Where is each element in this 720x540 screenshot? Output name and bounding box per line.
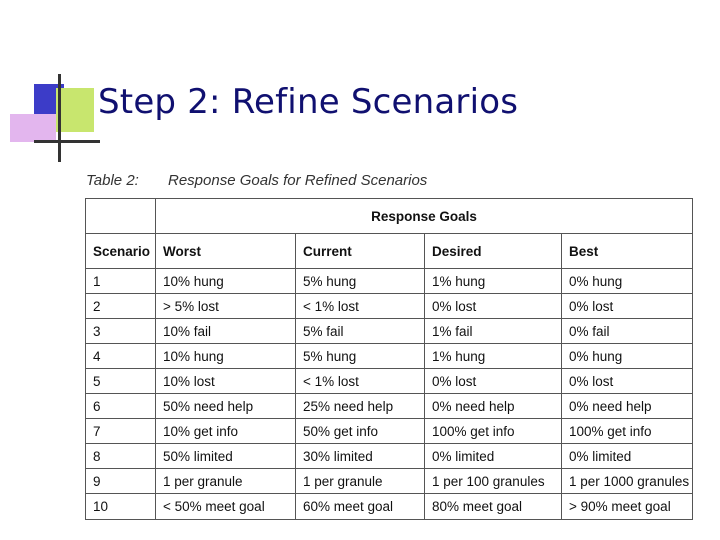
table-cell-worst: 10% hung — [156, 344, 296, 369]
table-row — [86, 394, 693, 419]
table-row — [86, 269, 693, 294]
table-cell-worst: 10% lost — [156, 369, 296, 394]
table-cell-best: 0% lost — [562, 294, 693, 319]
table-cell-best: 0% hung — [562, 269, 693, 294]
table-cell-desired: 0% limited — [425, 444, 562, 469]
slide-title: Step 2: Refine Scenarios — [98, 82, 519, 122]
table-caption — [86, 172, 427, 189]
table-cell-current: < 1% lost — [296, 369, 425, 394]
table-cell-desired: 1% hung — [425, 344, 562, 369]
table-cell-scenario: 7 — [86, 419, 156, 444]
table-cell-worst: < 50% meet goal — [156, 494, 296, 520]
table-cell-best: 0% fail — [562, 319, 693, 344]
table-cell-best: 0% hung — [562, 344, 693, 369]
table-row — [86, 369, 693, 394]
table-group-header-row — [86, 199, 693, 234]
table-cell-scenario: 5 — [86, 369, 156, 394]
pink-square-decoration — [10, 114, 56, 142]
horizontal-line-decoration — [34, 140, 100, 143]
table-cell-best: 1 per 1000 granules — [562, 469, 693, 494]
table-cell-current: 50% get info — [296, 419, 425, 444]
table-cell-current: 25% need help — [296, 394, 425, 419]
table-cell-current: < 1% lost — [296, 294, 425, 319]
table-cell-worst: > 5% lost — [156, 294, 296, 319]
table-cell-desired: 80% meet goal — [425, 494, 562, 520]
table-cell-current: 60% meet goal — [296, 494, 425, 520]
table-cell-worst: 50% limited — [156, 444, 296, 469]
table-cell-best: 0% limited — [562, 444, 693, 469]
column-header-best: Best — [562, 234, 693, 269]
green-square-decoration — [56, 88, 94, 132]
table-caption-number: Table 2: — [86, 172, 139, 189]
table-cell-desired: 1% hung — [425, 269, 562, 294]
table-cell-scenario: 8 — [86, 444, 156, 469]
table-row — [86, 319, 693, 344]
table-cell-current: 1 per granule — [296, 469, 425, 494]
table-cell-desired: 0% need help — [425, 394, 562, 419]
column-header-scenario: Scenario — [86, 234, 156, 269]
table-row — [86, 444, 693, 469]
table-cell-worst: 50% need help — [156, 394, 296, 419]
column-header-desired: Desired — [425, 234, 562, 269]
empty-corner-cell — [86, 199, 156, 234]
table-row — [86, 494, 693, 520]
group-header-response-goals: Response Goals — [156, 199, 693, 234]
table-cell-scenario: 6 — [86, 394, 156, 419]
table-cell-worst: 1 per granule — [156, 469, 296, 494]
column-header-worst: Worst — [156, 234, 296, 269]
table-cell-worst: 10% get info — [156, 419, 296, 444]
table-row — [86, 469, 693, 494]
table-cell-current: 5% fail — [296, 319, 425, 344]
table-row — [86, 419, 693, 444]
table-cell-desired: 0% lost — [425, 294, 562, 319]
table-caption-title: Response Goals for Refined Scenarios — [168, 172, 428, 189]
vertical-line-decoration — [58, 74, 61, 162]
table-cell-desired: 100% get info — [425, 419, 562, 444]
response-goals-table — [85, 198, 693, 520]
table-cell-scenario: 3 — [86, 319, 156, 344]
table-cell-scenario: 10 — [86, 494, 156, 520]
table-cell-best: 0% lost — [562, 369, 693, 394]
table-body — [86, 269, 693, 520]
table-cell-scenario: 9 — [86, 469, 156, 494]
table-cell-desired: 0% lost — [425, 369, 562, 394]
table-cell-worst: 10% hung — [156, 269, 296, 294]
column-header-current: Current — [296, 234, 425, 269]
table-cell-scenario: 1 — [86, 269, 156, 294]
slide-logo-decoration — [0, 0, 100, 170]
table-cell-desired: 1% fail — [425, 319, 562, 344]
table-cell-current: 5% hung — [296, 269, 425, 294]
table-cell-scenario: 4 — [86, 344, 156, 369]
table-cell-worst: 10% fail — [156, 319, 296, 344]
table-cell-current: 30% limited — [296, 444, 425, 469]
table-cell-best: 0% need help — [562, 394, 693, 419]
table-row — [86, 294, 693, 319]
table-cell-best: > 90% meet goal — [562, 494, 693, 520]
table-cell-desired: 1 per 100 granules — [425, 469, 562, 494]
table-cell-best: 100% get info — [562, 419, 693, 444]
table-cell-scenario: 2 — [86, 294, 156, 319]
table-header-row — [86, 234, 693, 269]
table-cell-current: 5% hung — [296, 344, 425, 369]
table-row — [86, 344, 693, 369]
